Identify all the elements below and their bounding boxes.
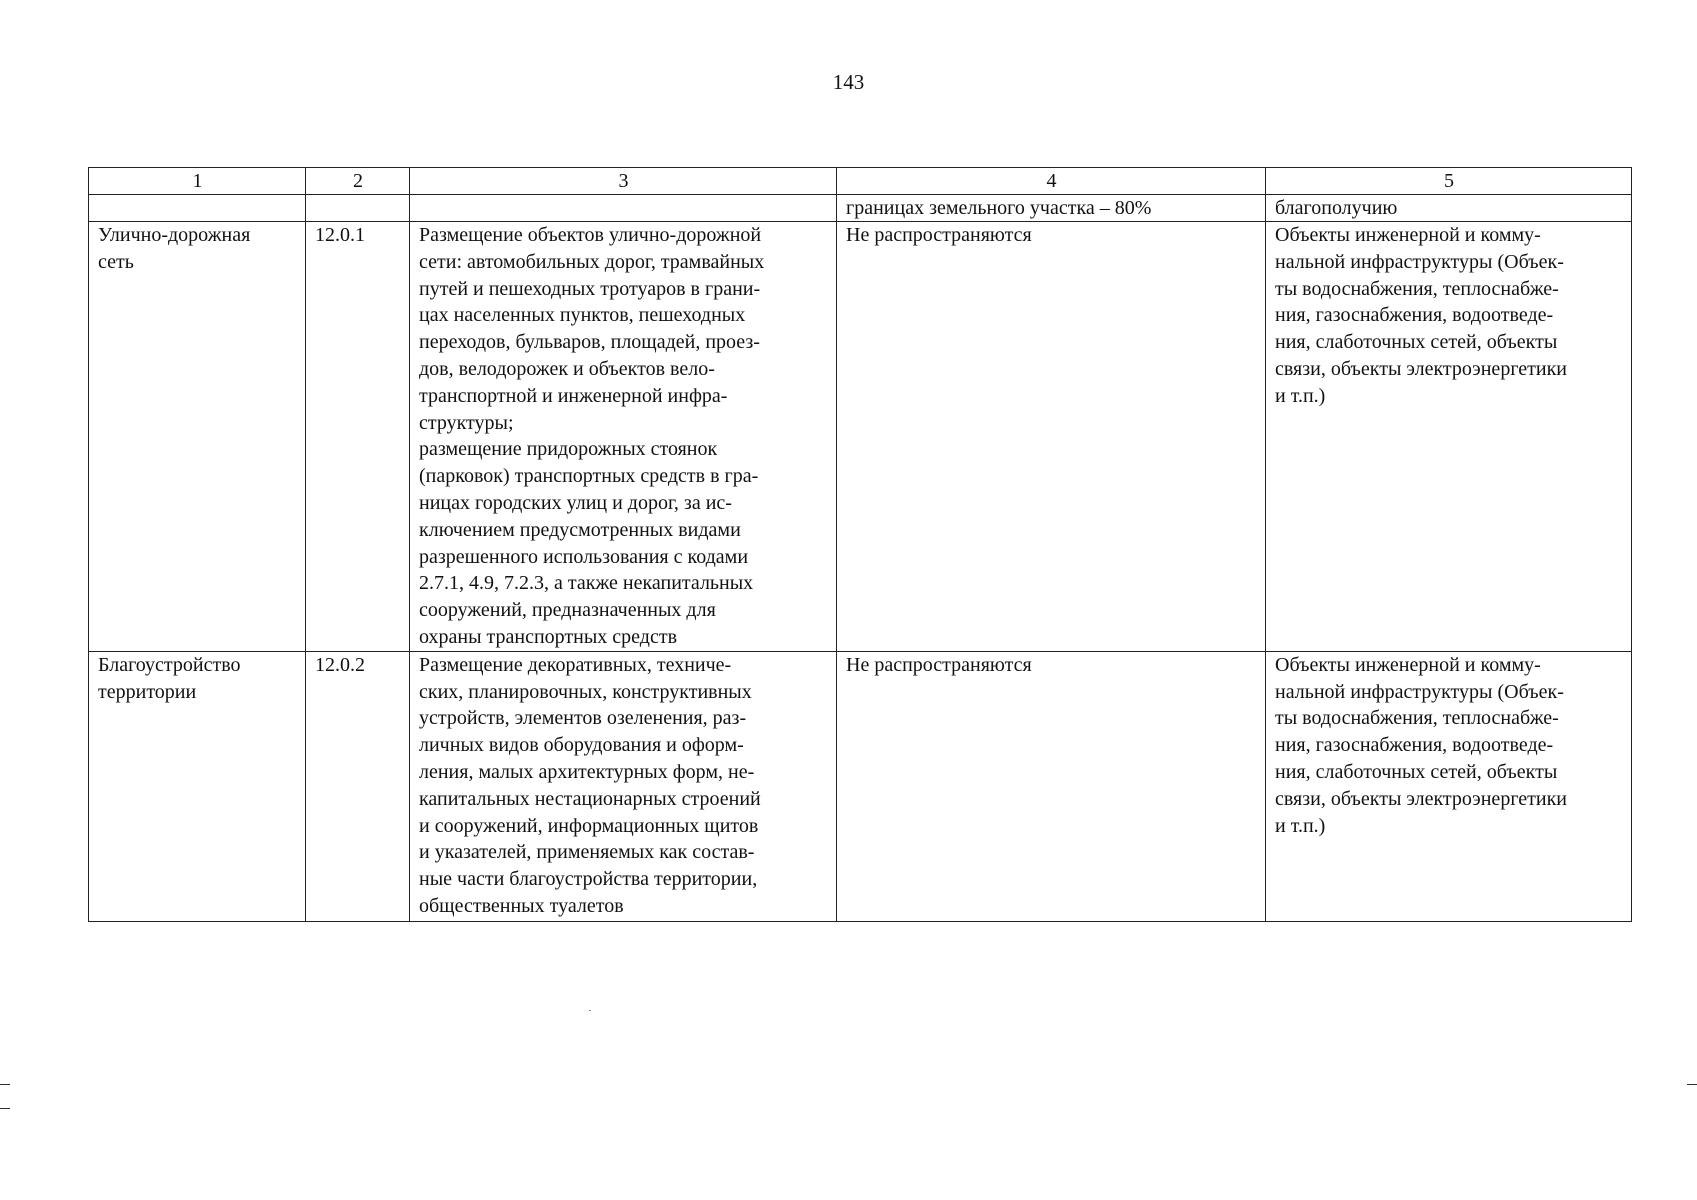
- use-type-code: 12.0.1: [306, 222, 410, 652]
- use-type-code: 12.0.2: [306, 651, 410, 921]
- continuation-cell-4: границах земельного участка – 80%: [837, 195, 1266, 222]
- table-row: [89, 222, 1632, 652]
- use-type-parameters: Не распространяются: [837, 222, 1266, 652]
- continuation-cell-2: [306, 195, 410, 222]
- scan-dot-mark: [589, 1010, 591, 1011]
- zoning-table: [88, 167, 1632, 922]
- use-type-description: Размещение объектов улично-дорожной сети: автомобильных дорог, трамвайных путей и пешеходных тротуаров в грани- цах населенных пунктов, пешеходных переходов, бульваров, площадей, проез- дов, велодорожек и объектов вело- транспортной и инженерной инфра- структуры; размещение придорожных стоянок (парковок) транспортных средств в гра- ницах городских улиц и дорог, за ис- ключением предусмотренных видами разрешенного использования с кодами 2.7.1, 4.9, 7.2.3, а также некапитальных сооружений, предназначенных для охраны транспортных средств: [410, 222, 837, 652]
- use-type-parameters: Не распространяются: [837, 651, 1266, 921]
- use-type-auxiliary: Объекты инженерной и комму- нальной инфраструктуры (Объек- ты водоснабжения, теплоснабже- ния, газоснабжения, водоотведе- ния, слаботочных сетей, объекты связи, объекты электроэнергетики и т.п.): [1266, 651, 1632, 921]
- column-number-row: [89, 168, 1632, 195]
- column-header-3: 3: [410, 168, 837, 195]
- table-row: [89, 651, 1632, 921]
- continuation-row: [89, 195, 1632, 222]
- scan-edge-mark: [0, 1108, 10, 1109]
- column-header-5: 5: [1266, 168, 1632, 195]
- column-header-4: 4: [837, 168, 1266, 195]
- scan-edge-mark: [0, 1084, 10, 1085]
- use-type-name: Благоустройство территории: [89, 651, 306, 921]
- continuation-cell-1: [89, 195, 306, 222]
- scan-edge-mark: [1687, 1084, 1697, 1085]
- use-type-auxiliary: Объекты инженерной и комму- нальной инфраструктуры (Объек- ты водоснабжения, теплоснабже- ния, газоснабжения, водоотведе- ния, слаботочных сетей, объекты связи, объекты электроэнергетики и т.п.): [1266, 222, 1632, 652]
- column-header-1: 1: [89, 168, 306, 195]
- column-header-2: 2: [306, 168, 410, 195]
- continuation-cell-3: [410, 195, 837, 222]
- use-type-description: Размещение декоративных, техниче- ских, планировочных, конструктивных устройств, элементов озеленения, раз- личных видов оборудования и оформ- ления, малых архитектурных форм, не- капитальных нестационарных строений и сооружений, информационных щитов и указателей, применяемых как состав- ные части благоустройства территории, общественных туалетов: [410, 651, 837, 921]
- use-type-name: Улично-дорожная сеть: [89, 222, 306, 652]
- continuation-cell-5: благополучию: [1266, 195, 1632, 222]
- page-number: 143: [832, 70, 865, 94]
